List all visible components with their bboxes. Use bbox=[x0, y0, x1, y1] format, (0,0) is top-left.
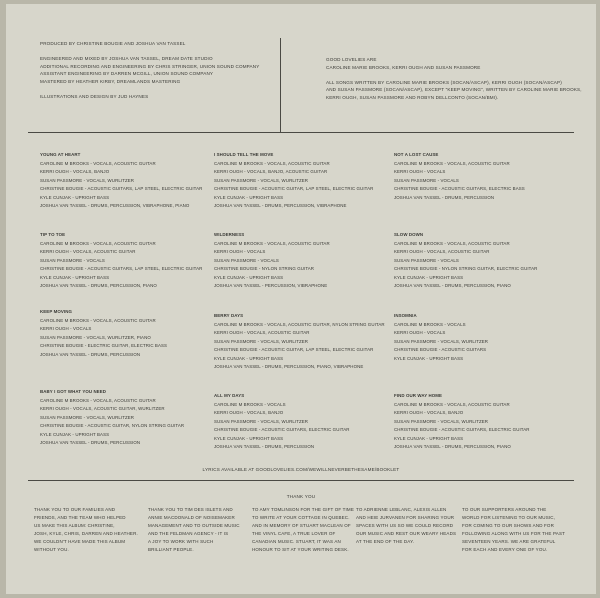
credit-line bbox=[326, 71, 582, 79]
credit-line bbox=[40, 86, 259, 94]
song-title: I SHOULD TELL THE MOVE bbox=[214, 152, 274, 157]
performer-line: JOSHUA VAN TASSEL - DRUMS, PERCUSSION bbox=[394, 194, 495, 200]
performer-line: KYLE CUNJAK - UPRIGHT BASS bbox=[40, 431, 110, 437]
performer-line: KYLE CUNJAK - UPRIGHT BASS bbox=[214, 355, 284, 361]
performer-line: KERRI OUGH - VOCALS bbox=[394, 330, 446, 336]
performer-line: KERRI OUGH - VOCALS, BANJO bbox=[214, 410, 284, 416]
thanks-line: AT THE END OF THE DAY. bbox=[356, 539, 415, 545]
song-title: INSOMNIA bbox=[394, 313, 417, 318]
performer-line: SUSAN PASSMORE - VOCALS bbox=[394, 257, 459, 263]
song-credits bbox=[40, 231, 202, 290]
thanks-line: OUR MUSIC AND REST OUR WEARY HEADS bbox=[356, 531, 457, 537]
thanks-line: SEVENTEEN YEARS. WE ARE GRATEFUL bbox=[462, 539, 556, 545]
performer-line: SUSAN PASSMORE - VOCALS, WURLITZER bbox=[40, 177, 135, 183]
song-credits bbox=[40, 388, 184, 447]
performer-line: CAROLINE M BROOKS - VOCALS bbox=[214, 402, 286, 407]
song-title: WILDERNESS bbox=[214, 232, 245, 237]
performer-line: CHRISTINE BOUGIE - ACOUSTIC GUITAR, LAP STEEL, ELECTRIC GUITAR bbox=[214, 186, 374, 192]
performer-line: KERRI OUGH - VOCALS bbox=[40, 326, 92, 332]
thanks-line: US MAKE THIS ALBUM: CHRISTINE, bbox=[34, 523, 115, 529]
performer-line: JOSHUA VAN TASSEL - DRUMS, PERCUSSION, PIANO bbox=[394, 282, 511, 288]
song-title: KEEP MOVING bbox=[40, 309, 73, 314]
vertical-divider bbox=[280, 38, 281, 132]
horizontal-divider-bottom bbox=[28, 480, 574, 481]
performer-line: KERRI OUGH - VOCALS, ACOUSTIC GUITAR bbox=[214, 330, 310, 336]
performer-line: KYLE CUNJAK - UPRIGHT BASS bbox=[214, 194, 284, 200]
performer-line: KERRI OUGH - VOCALS, ACOUSTIC GUITAR, WURLITZER bbox=[40, 406, 165, 412]
credit-line: KERRI OUGH, SUSAN PASSMORE AND ROBYN DELLCONTO (SOCAN/BMI). bbox=[326, 94, 499, 100]
credit-line: AND SUSAN PASSMORE (SOCAN/ASCAP), EXCEPT "KEEP MOVING", WRITTEN BY CAROLINE MARIE BROOKS, bbox=[326, 87, 582, 93]
song-credits bbox=[394, 151, 525, 202]
production-credits bbox=[40, 40, 259, 101]
performer-line: JOSHUA VAN TASSEL - DRUMS, PERCUSSION, PIANO bbox=[394, 443, 511, 449]
credit-line: GOOD LOVELIES ARE bbox=[326, 57, 377, 62]
song-title: TIP TO TOE bbox=[40, 232, 66, 237]
thanks-column bbox=[148, 506, 240, 555]
performer-line: SUSAN PASSMORE - VOCALS, WURLITZER bbox=[214, 338, 309, 344]
thanks-line: WORLD FOR LISTENING TO OUR MUSIC, bbox=[462, 515, 556, 521]
song-title: YOUNG AT HEART bbox=[40, 152, 81, 157]
thank-you-heading: THANK YOU bbox=[286, 494, 316, 499]
performer-line: JOSHUA VAN TASSEL - DRUMS, PERCUSSION bbox=[40, 439, 141, 445]
thanks-column bbox=[356, 506, 456, 546]
song-title: SLOW DOWN bbox=[394, 232, 424, 237]
thanks-line: AND HEIE JURVANEN FOR SHARING YOUR bbox=[356, 515, 455, 521]
song-credits bbox=[394, 392, 530, 451]
performer-line: CAROLINE M BROOKS - VOCALS, ACOUSTIC GUITAR bbox=[214, 161, 330, 166]
credit-line bbox=[40, 48, 259, 56]
song-title: FIND OUR WAY HOME bbox=[394, 393, 443, 398]
performer-line: CHRISTINE BOUGIE - ACOUSTIC GUITARS, LAP STEEL, ELECTRIC GUITAR bbox=[40, 266, 203, 272]
thanks-line: TO AMY TOMLINSON FOR THE GIFT OF TIME bbox=[252, 507, 354, 512]
credit-line: CAROLINE MARIE BROOKS, KERRI OUGH AND SUSAN PASSMORE bbox=[326, 64, 481, 70]
performer-line: JOSHUA VAN TASSEL - PERCUSSION, VIBRAPHONE bbox=[214, 282, 328, 288]
thanks-line: FRIENDS, AND THE TEAM WHO HELPED bbox=[34, 515, 126, 521]
performer-line: CHRISTINE BOUGIE - ELECTRIC GUITAR, ELECTRIC BASS bbox=[40, 343, 168, 349]
credit-line: ALL SONGS WRITTEN BY CAROLINE MARIE BROOKS (SOCAN/ASCAP), KERRI OUGH (SOCAN/ASCAP) bbox=[326, 79, 562, 85]
thanks-line: MANAGEMENT AND TO OUTSIDE MUSIC bbox=[148, 523, 240, 529]
thanks-line: JOSH, KYLE, CHRIS, DARREN AND HEATHER. bbox=[34, 531, 138, 537]
performer-line: JOSHUA VAN TASSEL - DRUMS, PERCUSSION, PIANO, VIBRAPHONE bbox=[214, 363, 364, 369]
thanks-line: BRILLIANT PEOPLE. bbox=[148, 547, 194, 553]
performer-line: SUSAN PASSMORE - VOCALS, WURLITZER bbox=[214, 418, 309, 424]
performer-line: CHRISTINE BOUGIE - ACOUSTIC GUITARS, LAP STEEL, ELECTRIC GUITAR bbox=[40, 186, 203, 192]
thanks-column bbox=[34, 506, 138, 555]
lyrics-url: LYRICS AVAILABLE AT GOODLOVELIES.COM/WEWILLNEVERBETHESAME/BOOKLET bbox=[202, 467, 400, 472]
song-credits bbox=[40, 308, 167, 359]
performer-line: SUSAN PASSMORE - VOCALS, WURLITZER bbox=[394, 418, 489, 424]
song-credits bbox=[394, 312, 488, 363]
song-credits bbox=[40, 151, 202, 210]
performer-line: KERRI OUGH - VOCALS, BANJO bbox=[40, 169, 110, 175]
horizontal-divider-top bbox=[28, 132, 574, 133]
performer-line: JOSHUA VAN TASSEL - DRUMS, PERCUSSION bbox=[214, 443, 315, 449]
thanks-line: WITHOUT YOU. bbox=[34, 547, 69, 553]
thanks-line: A JOY TO WORK WITH SUCH bbox=[148, 539, 214, 545]
performer-line: KYLE CUNJAK - UPRIGHT BASS bbox=[40, 194, 110, 200]
thanks-line: THE VINYL CAFE, A TRUE LOVER OF bbox=[252, 531, 336, 537]
performer-line: KYLE CUNJAK - UPRIGHT BASS bbox=[214, 435, 284, 441]
performer-line: CHRISTINE BOUGIE - ACOUSTIC GUITARS, ELECTRIC GUITAR bbox=[394, 427, 530, 433]
performer-line: SUSAN PASSMORE - VOCALS, WURLITZER bbox=[40, 414, 135, 420]
performer-line: SUSAN PASSMORE - VOCALS, WURLITZER bbox=[394, 338, 489, 344]
performer-line: KERRI OUGH - VOCALS, ACOUSTIC GUITAR bbox=[394, 249, 490, 255]
performer-line: CHRISTINE BOUGIE - NYLON STRING GUITAR bbox=[214, 266, 315, 272]
credit-line: MASTERED BY HEATHER KIRBY, DREAMLANDS MASTERING bbox=[40, 78, 181, 84]
song-title: ALL MY DAYS bbox=[214, 393, 245, 398]
performer-line: SUSAN PASSMORE - VOCALS bbox=[40, 257, 105, 263]
song-title: BABY I GOT WHAT YOU NEED bbox=[40, 389, 107, 394]
thanks-line: AND IN MEMORY OF STUART MACLEAN OF bbox=[252, 523, 351, 529]
thanks-line: CANADIAN MUSIC. STUART, IT WAS AN bbox=[252, 539, 341, 545]
credit-line: ASSISTANT ENGINEERING BY DARREN MCGILL, UNION SOUND COMPANY bbox=[40, 71, 214, 77]
thanks-line: THANK YOU TO TIM DES ISLETS AND bbox=[148, 507, 233, 512]
performer-line: CHRISTINE BOUGIE - ACOUSTIC GUITAR, LAP STEEL, ELECTRIC GUITAR bbox=[214, 347, 374, 353]
credit-line: ILLUSTRATIONS AND DESIGN BY JUD HAYNES bbox=[40, 94, 149, 100]
performer-line: KYLE CUNJAK - UPRIGHT BASS bbox=[394, 435, 464, 441]
band-credits bbox=[326, 56, 582, 102]
performer-line: CAROLINE M BROOKS - VOCALS, ACOUSTIC GUITAR bbox=[394, 402, 510, 407]
performer-line: SUSAN PASSMORE - VOCALS, WURLITZER bbox=[214, 177, 309, 183]
performer-line: CHRISTINE BOUGIE - NYLON STRING GUITAR, ELECTRIC GUITAR bbox=[394, 266, 538, 272]
thanks-line: HONOUR TO SIT AT YOUR WRITING DESK. bbox=[252, 547, 349, 553]
performer-line: CAROLINE M BROOKS - VOCALS bbox=[394, 322, 466, 327]
performer-line: CAROLINE M BROOKS - VOCALS, ACOUSTIC GUITAR bbox=[40, 318, 156, 323]
performer-line: JOSHUA VAN TASSEL - DRUMS, PERCUSSION, VIBRAPHONE bbox=[214, 202, 347, 208]
performer-line: KERRI OUGH - VOCALS bbox=[394, 169, 446, 175]
performer-line: KYLE CUNJAK - UPRIGHT BASS bbox=[394, 355, 464, 361]
thanks-line: TO ADRIENNE LEBLANC, ALEXIS ALLEN bbox=[356, 507, 447, 512]
thanks-line: THANK YOU TO OUR FAMILIES AND bbox=[34, 507, 116, 512]
song-title: NOT A LOST CAUSE bbox=[394, 152, 439, 157]
performer-line: CAROLINE M BROOKS - VOCALS, ACOUSTIC GUITAR bbox=[394, 161, 510, 166]
performer-line: CHRISTINE BOUGIE - ACOUSTIC GUITARS, ELECTRIC GUITAR bbox=[214, 427, 350, 433]
album-sleeve bbox=[6, 4, 596, 594]
thanks-line: FOR EACH AND EVERY ONE OF YOU. bbox=[462, 547, 548, 553]
performer-line: SUSAN PASSMORE - VOCALS bbox=[394, 177, 459, 183]
performer-line: SUSAN PASSMORE - VOCALS bbox=[214, 257, 279, 263]
credit-line: ADDITIONAL RECORDING AND ENGINEERING BY CHRIS STRINGER, UNION SOUND COMPANY bbox=[40, 63, 260, 69]
song-credits bbox=[214, 392, 350, 451]
performer-line: SUSAN PASSMORE - VOCALS, WURLITZER, PIANO bbox=[40, 334, 151, 340]
song-credits bbox=[214, 231, 330, 290]
performer-line: CHRISTINE BOUGIE - ACOUSTIC GUITARS, ELECTRIC BASS bbox=[394, 186, 525, 192]
thanks-line: AND THE FELDMAN AGENCY - IT IS bbox=[148, 531, 229, 537]
thanks-line: FOR COMING TO OUR SHOWS AND FOR bbox=[462, 523, 554, 529]
performer-line: KYLE CUNJAK - UPRIGHT BASS bbox=[214, 274, 284, 280]
song-credits bbox=[394, 231, 537, 290]
performer-line: KERRI OUGH - VOCALS, BANJO, ACOUSTIC GUITAR bbox=[214, 169, 328, 175]
thanks-column bbox=[462, 506, 565, 555]
performer-line: CAROLINE M BROOKS - VOCALS, ACOUSTIC GUITAR, NYLON STRING GUITAR bbox=[214, 322, 385, 327]
performer-line: CHRISTINE BOUGIE - ACOUSTIC GUITARS bbox=[394, 347, 487, 353]
performer-line: CHRISTINE BOUGIE - ACOUSTIC GUITAR, NYLON STRING GUITAR bbox=[40, 423, 185, 429]
credit-line: PRODUCED BY CHRISTINE BOUGIE AND JOSHUA VAN TASSEL bbox=[40, 41, 186, 46]
performer-line: CAROLINE M BROOKS - VOCALS, ACOUSTIC GUITAR bbox=[394, 241, 510, 246]
performer-line: JOSHUA VAN TASSEL - DRUMS, PERCUSSION bbox=[40, 351, 141, 357]
thanks-line: WE COULDN'T HAVE MADE THIS ALBUM bbox=[34, 539, 126, 545]
thanks-line: TO WRITE AT YOUR COTTAGE IN QUEBEC. bbox=[252, 515, 350, 521]
performer-line: JOSHUA VAN TASSEL - DRUMS, PERCUSSION, VIBRAPHONE, PIANO bbox=[40, 202, 190, 208]
performer-line: CAROLINE M BROOKS - VOCALS, ACOUSTIC GUITAR bbox=[40, 241, 156, 246]
song-title: BERRY DAYS bbox=[214, 313, 244, 318]
performer-line: CAROLINE M BROOKS - VOCALS, ACOUSTIC GUITAR bbox=[40, 398, 156, 403]
thanks-column bbox=[252, 506, 354, 555]
performer-line: CAROLINE M BROOKS - VOCALS, ACOUSTIC GUITAR bbox=[40, 161, 156, 166]
performer-line: KYLE CUNJAK - UPRIGHT BASS bbox=[394, 274, 464, 280]
song-credits bbox=[214, 151, 373, 210]
thanks-line: SPACES WITH US SO WE COULD RECORD bbox=[356, 523, 454, 529]
performer-line: JOSHUA VAN TASSEL - DRUMS, PERCUSSION, PIANO bbox=[40, 282, 157, 288]
thanks-line: FOLLOWING ALONG WITH US FOR THE PAST bbox=[462, 531, 565, 537]
performer-line: KERRI OUGH - VOCALS bbox=[214, 249, 266, 255]
performer-line: KERRI OUGH - VOCALS, ACOUSTIC GUITAR bbox=[40, 249, 136, 255]
performer-line: KERRI OUGH - VOCALS, BANJO bbox=[394, 410, 464, 416]
thanks-line: TO OUR SUPPORTERS AROUND THE bbox=[462, 507, 547, 512]
performer-line: CAROLINE M BROOKS - VOCALS, ACOUSTIC GUITAR bbox=[214, 241, 330, 246]
thanks-line: ANNIE MACDONALD OF NOISEMAKER bbox=[148, 515, 235, 521]
song-credits bbox=[214, 312, 385, 371]
performer-line: KYLE CUNJAK - UPRIGHT BASS bbox=[40, 274, 110, 280]
credit-line: ENGINEERED AND MIXED BY JOSHUA VAN TASSEL, DREAM DATE STUDIO bbox=[40, 56, 213, 62]
